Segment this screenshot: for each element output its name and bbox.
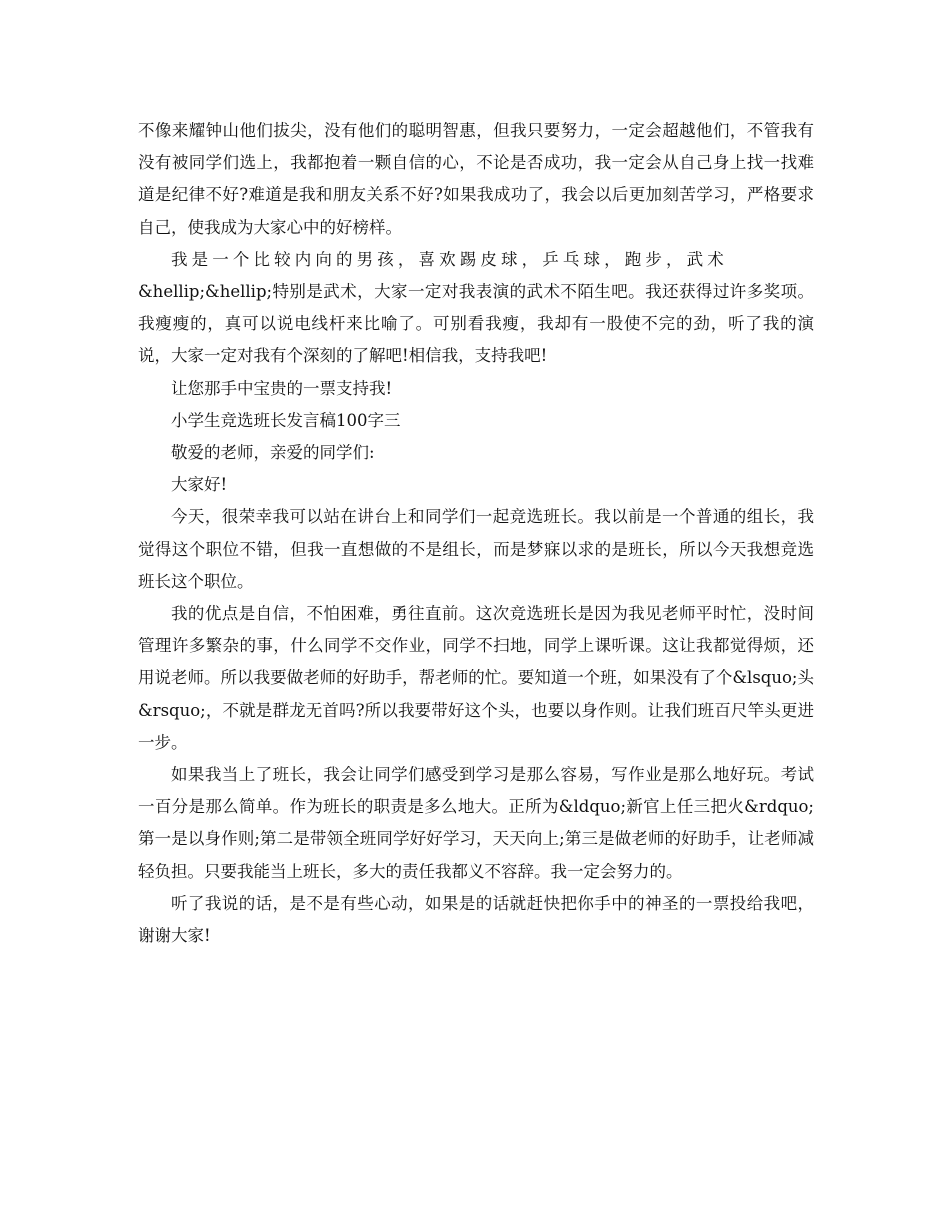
paragraph-6: 如果我当上了班长，我会让同学们感受到学习是那么容易，写作业是那么地好玩。考试一百分是那么简单。作为班长的职责是多么地大。正所为&ldquo;新官上任三把火&rdquo;第一是以身作则;第二是带领全班同学好好学习，天天向上;第三是做老师的好助手，让老师减轻负担。只要我能当上班长，多大的责任我都义不容辞。我一定会努力的。 (138, 765, 814, 881)
document-page (138, 115, 814, 952)
paragraph-7: 听了我说的话，是不是有些心动，如果是的话就赶快把你手中的神圣的一票投给我吧，谢谢大家! (138, 893, 814, 946)
salutation: 敬爱的老师，亲爱的同学们: (171, 443, 375, 463)
paragraph-2-line: 我是一个比较内向的男孩，喜欢踢皮球，乒乓球，跑步，武术 (171, 249, 728, 269)
section-heading: 小学生竞选班长发言稿100字三 (171, 410, 401, 430)
paragraph-4: 今天，很荣幸我可以站在讲台上和同学们一起竞选班长。我以前是一个普通的组长，我觉得这个职位不错，但我一直想做的不是组长，而是梦寐以求的是班长，所以今天我想竞选班长这个职位。 (138, 507, 814, 591)
greeting: 大家好! (171, 475, 228, 495)
paragraph-2-continued: &hellip;&hellip;特别是武术，大家一定对我表演的武术不陌生吧。我还获得过许多奖项。我瘦瘦的，真可以说电线杆来比喻了。可别看我瘦，我却有一股使不完的劲，听了我的演说，大家一定对我有个深刻的了解吧!相信我，支持我吧! (138, 282, 814, 366)
paragraph-3: 让您那手中宝贵的一票支持我! (171, 378, 393, 398)
paragraph-5: 我的优点是自信，不怕困难，勇往直前。这次竞选班长是因为我见老师平时忙，没时间管理许多繁杂的事，什么同学不交作业，同学不扫地，同学上课听课。这让我都觉得烦，还用说老师。所以我要做老师的好助手，帮老师的忙。要知道一个班，如果没有了个&lsquo;头&rsquo;，不就是群龙无首吗?所以我要带好这个头，也要以身作则。让我们班百尺竿头更进一步。 (138, 604, 814, 752)
paragraph-1: 不像来耀钟山他们拔尖，没有他们的聪明智惠，但我只要努力，一定会超越他们，不管我有没有被同学们选上，我都抱着一颗自信的心，不论是否成功，我一定会从自己身上找一找难道是纪律不好?难道是我和朋友关系不好?如果我成功了，我会以后更加刻苦学习，严格要求自己，使我成为大家心中的好榜样。 (138, 121, 814, 237)
